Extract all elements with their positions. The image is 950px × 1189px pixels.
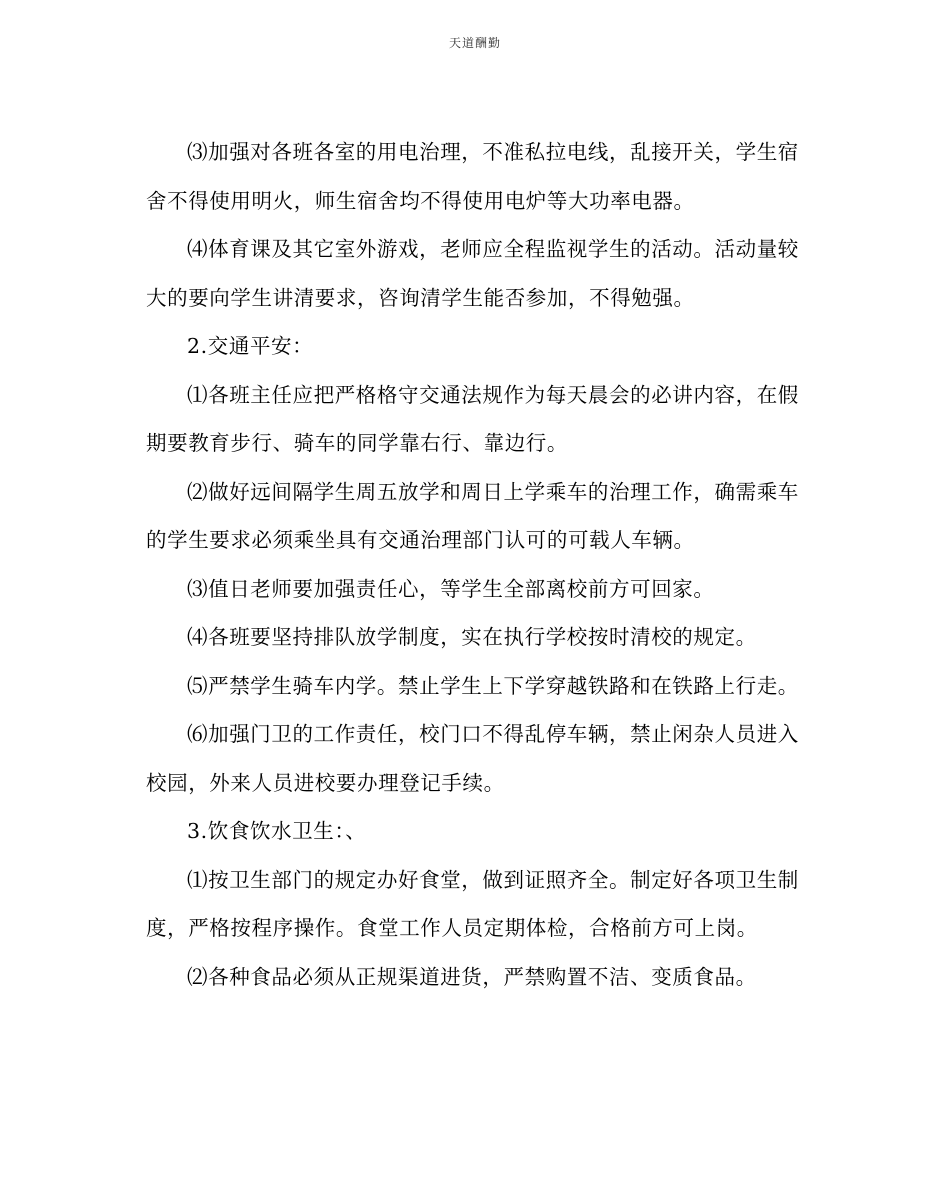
section-heading: 2.交通平安： bbox=[187, 334, 314, 358]
document-body bbox=[146, 128, 806, 1001]
paragraph: ⑴按卫生部门的规定办好食堂，做到证照齐全。制定好各项卫生制度，严格按程序操作。食堂工作人员定期体检，合格前方可上岗。 bbox=[146, 867, 799, 940]
page-header: 天道酬勤 bbox=[448, 36, 501, 50]
paragraph: ⑵各种食品必须从正规渠道进货，严禁购置不洁、变质食品。 bbox=[187, 964, 757, 989]
paragraph: ⑴各班主任应把严格格守交通法规作为每天晨会的必讲内容，在假期要教育步行、骑车的同学靠右行、靠边行。 bbox=[146, 382, 799, 455]
paragraph: ⑹加强门卫的工作责任，校门口不得乱停车辆，禁止闲杂人员进入校园，外来人员进校要办理登记手续。 bbox=[146, 722, 799, 795]
paragraph: ⑶加强对各班各室的用电治理，不准私拉电线，乱接开关，学生宿舍不得使用明火，师生宿舍均不得使用电炉等大功率电器。 bbox=[146, 140, 799, 213]
paragraph: ⑸严禁学生骑车内学。禁止学生上下学穿越铁路和在铁路上行走。 bbox=[187, 673, 799, 698]
section-heading: 3.饮食饮水卫生：、 bbox=[187, 819, 367, 843]
paragraph: ⑷体育课及其它室外游戏，老师应全程监视学生的活动。活动量较大的要向学生讲清要求，咨询清学生能否参加，不得勉强。 bbox=[146, 237, 799, 310]
paragraph: ⑶值日老师要加强责任心，等学生全部离校前方可回家。 bbox=[187, 576, 715, 601]
paragraph: ⑷各班要坚持排队放学制度，实在执行学校按时清校的规定。 bbox=[187, 625, 757, 649]
paragraph: ⑵做好远间隔学生周五放学和周日上学乘车的治理工作，确需乘车的学生要求必须乘坐具有交通治理部门认可的可载人车辆。 bbox=[146, 479, 799, 552]
